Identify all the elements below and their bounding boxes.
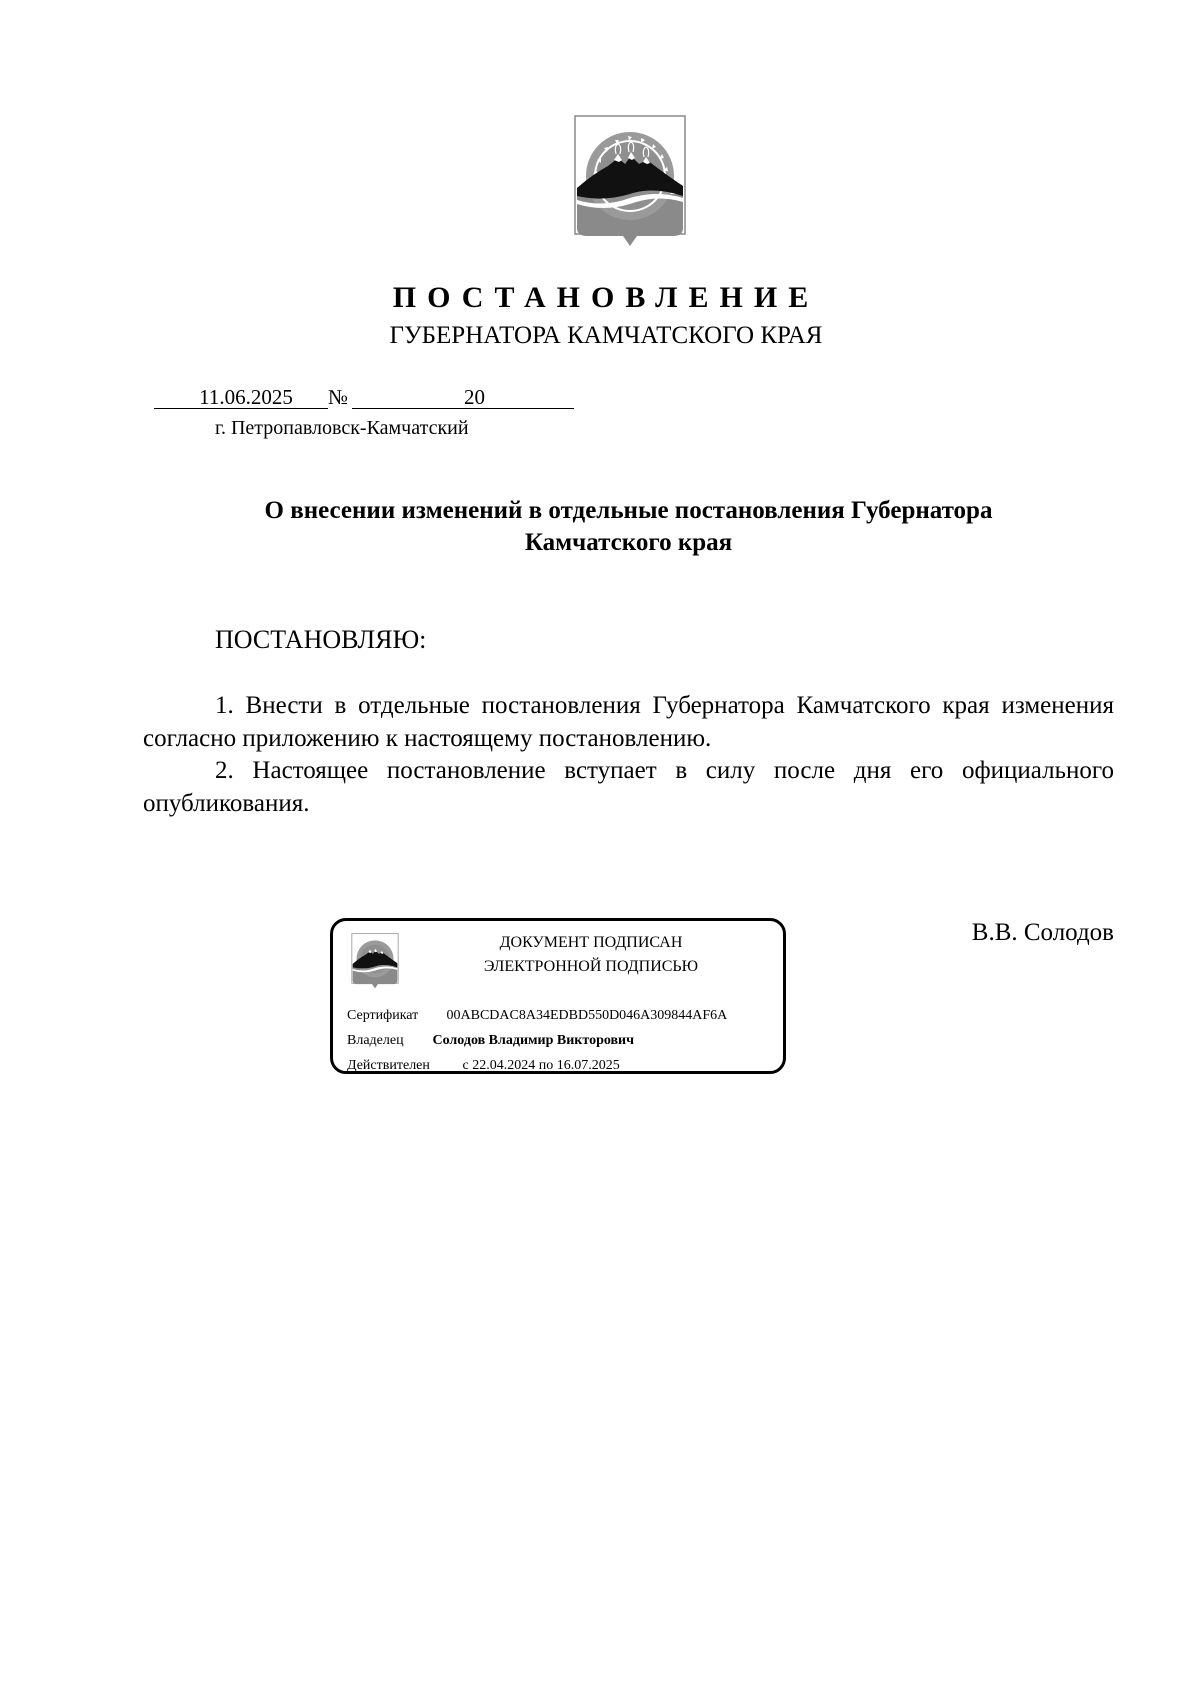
validity-row	[347, 1057, 620, 1075]
number-sign: №	[328, 385, 349, 409]
heading-line-2: Камчатского края	[524, 529, 733, 556]
owner-row	[347, 1032, 634, 1050]
document-date: 11.06.2025	[154, 384, 328, 409]
stamp-title	[399, 931, 783, 979]
document-heading	[143, 495, 1114, 559]
stamp-title-line-1: ДОКУМЕНТ ПОДПИСАН	[499, 934, 683, 951]
document-body	[143, 690, 1114, 820]
certificate-row	[347, 1007, 727, 1025]
electronic-signature-stamp	[330, 918, 786, 1074]
heading-line-1: О внесении изменений в отдельные постановления Губернатора	[264, 497, 993, 524]
validity-label: Действителен	[347, 1058, 430, 1073]
coat-of-arms-icon	[351, 931, 399, 991]
issuing-authority: ГУБЕРНАТОРА КАМЧАТСКОГО КРАЯ	[389, 322, 823, 349]
signer-name: В.В. Солодов	[971, 919, 1114, 946]
document-type-title: ПОСТАНОВЛЕНИЕ	[392, 281, 820, 314]
owner-label: Владелец	[347, 1033, 404, 1048]
coat-of-arms-icon	[573, 114, 687, 248]
certificate-label: Сертификат	[347, 1008, 419, 1023]
stamp-title-line-2: ЭЛЕКТРОННОЙ ПОДПИСЬЮ	[483, 958, 699, 975]
registration-line	[154, 384, 574, 412]
document-number: 20	[352, 384, 574, 409]
paragraph-1: 1. Внести в отдельные постановления Губернатора Камчатского края изменения согласно приложению к настоящему постановлению.	[143, 692, 1114, 752]
issue-city: г. Петропавловск-Камчатский	[215, 417, 469, 439]
decree-word: ПОСТАНОВЛЯЮ:	[215, 625, 427, 654]
certificate-value: 00ABCDAC8A34EDBD550D046A309844AF6A	[446, 1008, 728, 1023]
paragraph-2: 2. Настоящее постановление вступает в силу после дня его официального опубликования.	[143, 757, 1114, 817]
owner-value: Солодов Владимир Викторович	[432, 1033, 635, 1048]
validity-value: с 22.04.2024 по 16.07.2025	[462, 1058, 620, 1073]
